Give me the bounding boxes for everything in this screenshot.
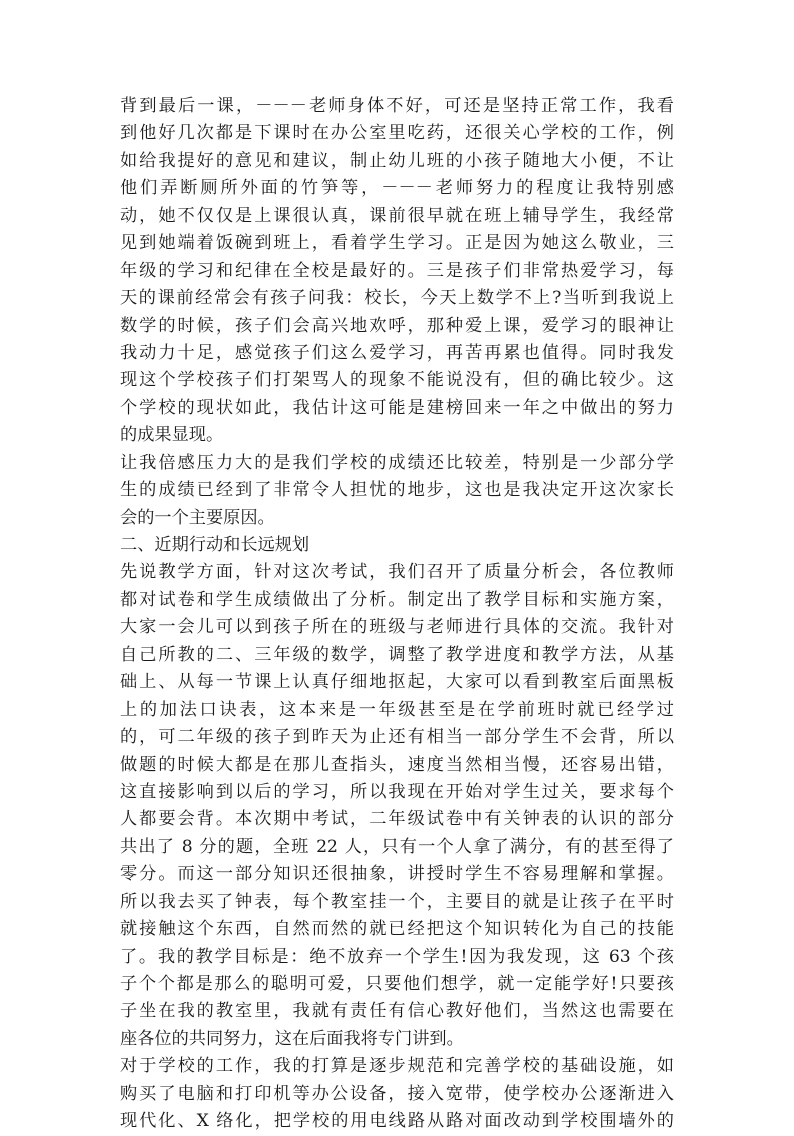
text-line: 数学的时候，孩子们会高兴地欢呼，那种爱上课，爱学习的眼神让	[120, 315, 674, 336]
text-line: 所以我去买了钟表，每个教室挂一个，主要目的就是让孩子在平时	[120, 891, 674, 912]
text-line: 上的加法口诀表，这本来是一年级甚至是在学前班时就已经学过	[120, 699, 674, 720]
text-line: 的，可二年级的孩子到昨天为止还有相当一部分学生不会背，所以	[120, 727, 674, 748]
text-line: 到他好几次都是下课时在办公室里吃药，还很关心学校的工作，例	[120, 123, 674, 144]
text-line: 先说教学方面，针对这次考试，我们召开了质量分析会，各位教师	[120, 562, 674, 583]
text-line: 共出了 8 分的题，全班 22 人，只有一个人拿了满分，有的甚至得了	[120, 836, 674, 857]
text-line: 现这个学校孩子们打架骂人的现象不能说没有，但的确比较少。这	[120, 370, 674, 391]
text-line: 做题的时候大都是在那儿查指头，速度当然相当慢，还容易出错，	[120, 754, 674, 775]
text-line: 如给我提好的意见和建议，制止幼儿班的小孩子随地大小便，不让	[120, 150, 674, 171]
text-line: 他们弄断厕所外面的竹笋等，－－－老师努力的程度让我特别感	[120, 178, 674, 199]
text-line: 这直接影响到以后的学习，所以我现在开始对学生过关，要求每个	[120, 781, 674, 802]
text-line: 了。我的教学目标是：绝不放弃一个学生!因为我发现，这 63 个孩	[120, 946, 674, 967]
text-line: 自己所教的二、三年级的数学，调整了教学进度和教学方法，从基	[120, 644, 674, 665]
text-line: 背到最后一课，－－－老师身体不好，可还是坚持正常工作，我看	[120, 96, 674, 116]
text-line: 现代化、X 络化，把学校的用电线路从路对面改动到学校围墙外的	[120, 1111, 674, 1132]
text-line: 个学校的现状如此，我估计这可能是建榜回来一年之中做出的努力	[120, 397, 674, 418]
text-line: 年级的学习和纪律在全校是最好的。三是孩子们非常热爱学习，每	[120, 260, 674, 281]
text-line: 我动力十足，感觉孩子们这么爱学习，再苦再累也值得。同时我发	[120, 342, 674, 363]
text-line: 会的一个主要原因。	[120, 507, 275, 528]
text-line: 就接触这个东西，自然而然的就已经把这个知识转化为自己的技能	[120, 919, 674, 940]
text-line: 大家一会儿可以到孩子所在的班级与老师进行具体的交流。我针对	[120, 617, 674, 638]
text-line: 子个个都是那么的聪明可爱，只要他们想学，就一定能学好!只要孩	[120, 974, 674, 994]
text-line: 的成果显现。	[120, 425, 224, 446]
text-line: 座各位的共同努力，这在后面我将专门讲到。	[120, 1028, 464, 1049]
text-line: 零分。而这一部分知识还很抽象，讲授时学生不容易理解和掌握。	[120, 864, 674, 885]
text-line: 生的成绩已经到了非常令人担忧的地步，这也是我决定开这次家长	[120, 480, 674, 501]
text-line: 子坐在我的教室里，我就有责任有信心教好他们，当然这也需要在	[120, 1001, 674, 1022]
text-line: 础上、从每一节课上认真仔细地抠起，大家可以看到教室后面黑板	[120, 672, 674, 693]
text-line: 让我倍感压力大的是我们学校的成绩还比较差，特别是一少部分学	[120, 452, 674, 473]
text-line: 对于学校的工作，我的打算是逐步规范和完善学校的基础设施，如	[120, 1056, 674, 1077]
section-heading: 二、近期行动和长远规划	[120, 535, 310, 555]
text-line: 天的课前经常会有孩子问我：校长，今天上数学不上?当听到我说上	[120, 288, 674, 309]
text-line: 见到她端着饭碗到班上，看着学生学习。正是因为她这么敬业，三	[120, 233, 674, 254]
text-line: 人都要会背。本次期中考试，二年级试卷中有关钟表的认识的部分	[120, 809, 674, 830]
text-line: 购买了电脑和打印机等办公设备，接入宽带，使学校办公逐渐进入	[120, 1083, 674, 1104]
text-line: 都对试卷和学生成绩做出了分析。制定出了教学目标和实施方案，	[120, 589, 674, 610]
text-line: 动，她不仅仅是上课很认真，课前很早就在班上辅导学生，我经常	[120, 205, 674, 226]
document-body	[120, 93, 674, 1136]
